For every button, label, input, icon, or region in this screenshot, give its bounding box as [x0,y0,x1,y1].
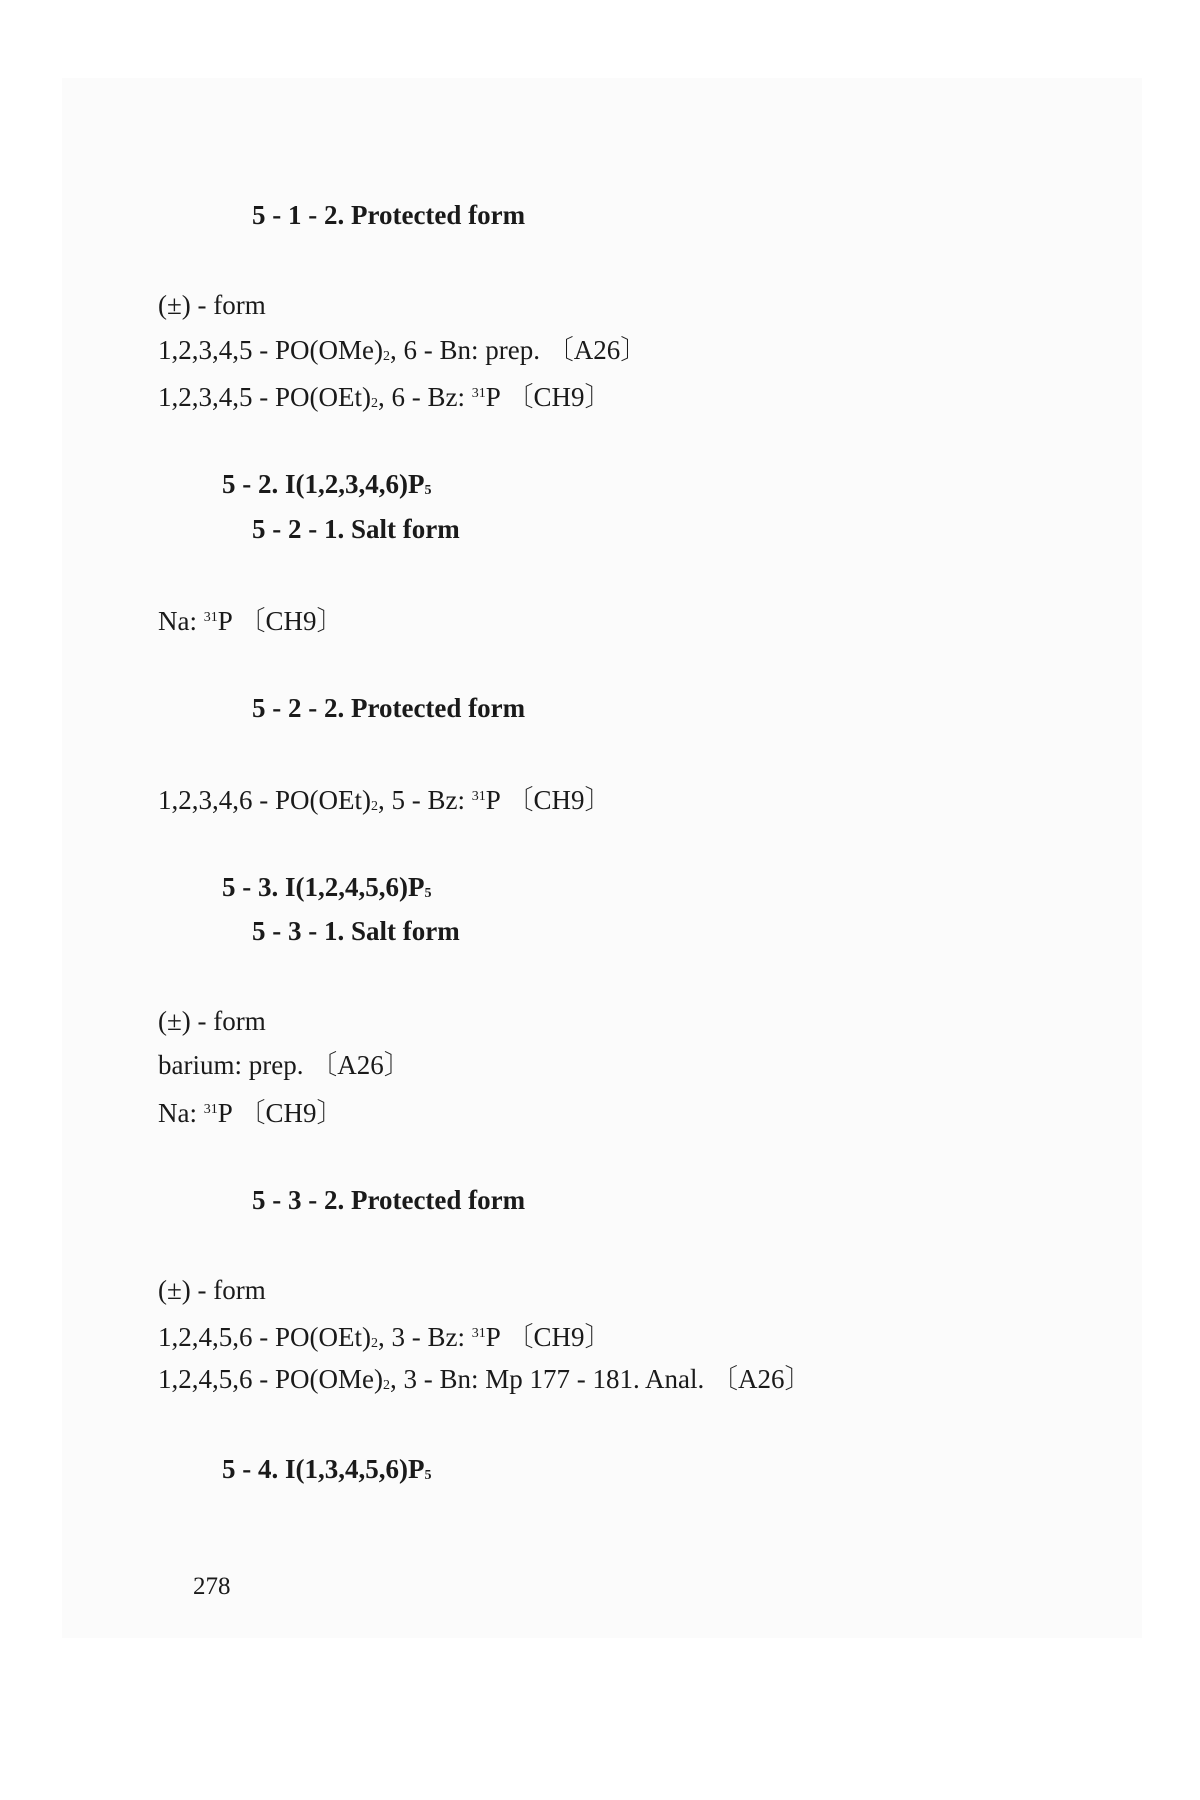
compound-entry: barium: prep. 〔A26〕 [158,1050,411,1080]
compound-entry: $1,2,3,4,5 - PO(OEt)_2$, 6 - Bz: $^{31}$P 〔CH9〕 [158,382,612,412]
racemic-form-label: (±) - form [158,1275,266,1305]
section-heading-5-3-1: 5 - 3 - 1. Salt form [252,916,460,946]
compound-entry: Na: $^{31}$P 〔CH9〕 [158,606,344,636]
section-heading-5-2-1: 5 - 2 - 1. Salt form [252,514,460,544]
compound-entry: Na: $^{31}$P 〔CH9〕 [158,1098,344,1128]
racemic-form-label: (±) - form [158,290,266,320]
section-heading-5-4: 5 - 4. $I(1,3,4,5,6)P_5$ [222,1454,432,1484]
compound-entry: $1,2,3,4,6 - PO(OEt)_2$, 5 - Bz: $^{31}$P 〔CH9〕 [158,785,612,815]
section-heading-5-1-2: 5 - 1 - 2. Protected form [252,200,526,230]
compound-entry: $1,2,4,5,6 - PO(OEt)_2$, 3 - Bz: $^{31}$P 〔CH9〕 [158,1322,612,1352]
compound-entry: $1,2,4,5,6 - PO(OMe)_2$, 3 - Bn: Mp 177 - 181. Anal. 〔A26〕 [158,1364,812,1394]
section-heading-5-3-2: 5 - 3 - 2. Protected form [252,1185,526,1215]
page-number: 278 [193,1573,231,1600]
section-heading-5-3: 5 - 3. $I(1,2,4,5,6)P_5$ [222,872,432,902]
racemic-form-label: (±) - form [158,1006,266,1036]
section-heading-5-2-2: 5 - 2 - 2. Protected form [252,693,526,723]
section-heading-5-2: 5 - 2. $I(1,2,3,4,6)P_5$ [222,469,432,499]
compound-entry: $1,2,3,4,5 - PO(OMe)_2$, 6 - Bn: prep. 〔A26〕 [158,335,648,365]
